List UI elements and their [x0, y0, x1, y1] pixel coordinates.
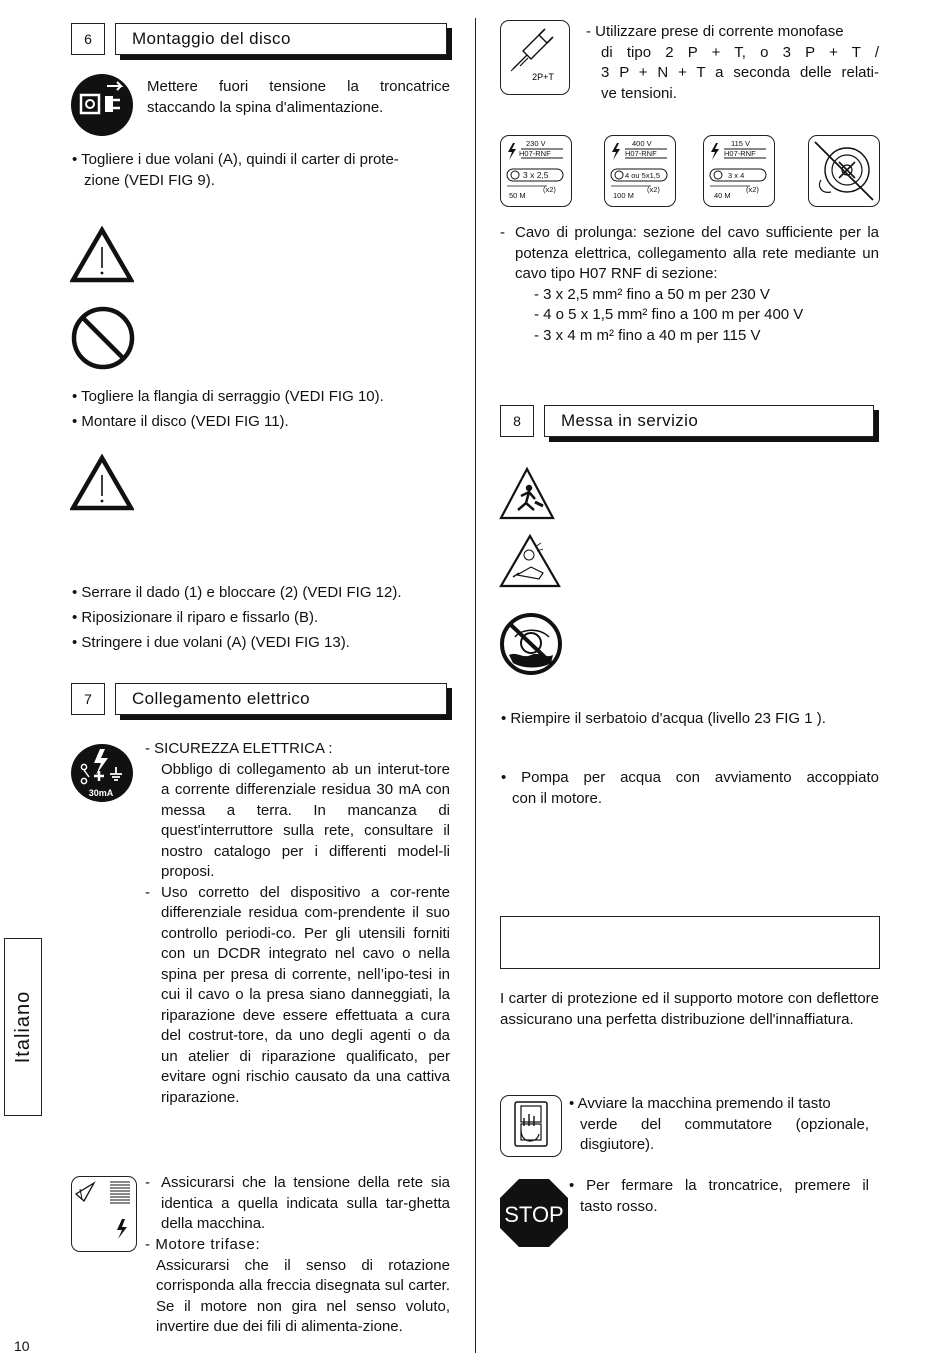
stop-label: STOP [504, 1202, 564, 1227]
section-8-header [500, 405, 880, 439]
safety-text: Obbligo di collegamento ab un interut-tore a corrente differenziale residua 30 mA con messa a terra. In mancanza di quest'interruttore sulla rete, consultare il nostro catalogo per i differenti model-li proposi. [161, 760, 450, 880]
section-title: Montaggio del disco [115, 23, 447, 55]
voltage-text: Assicurarsi che la tensione della rete sia identica a quella indicata sulla tar-ghetta della macchina. [161, 1174, 450, 1232]
pump-bullet: • Pompa per acqua con avviamento accoppiato [501, 769, 879, 786]
language-label: Italiano [11, 990, 34, 1064]
column-divider [475, 18, 476, 1353]
bullets-tighten: • Serrare il dado (1) e bloccare (2) (VEDI FIG 12). • Riposizionare il riparo e fissarlo (B). • Stringere i due volani (A) (VEDI FIG 13). [72, 584, 402, 651]
unplug-icon [70, 73, 134, 137]
extension-list: - 3 x 2,5 mm² fino a 50 m per 230 V - 4 o 5 x 1,5 mm² fino a 100 m per 400 V - 3 x 4 m m² fino a 40 m per 115 V [534, 285, 804, 344]
safety-heading: - SICUREZZA ELETTRICA : [145, 740, 333, 757]
guard-text: I carter di protezione ed il supporto motore con deflettore assicurano una perfetta distribuzione dell'innaffiatura. [500, 990, 879, 1028]
section-number: 8 [500, 405, 534, 437]
rcd-30ma-icon [70, 743, 134, 803]
socket-text: - Utilizzare prese di corrente monofase di tipo 2 P + T, o 3 P + T / 3 P + N + T a seconda delle relati- ve tensioni. [586, 23, 879, 102]
rcd-label: 30mA [88, 788, 114, 798]
warning-triangle-icon [70, 226, 134, 284]
unplug-text: Mettere fuori tensione la troncatrice staccando la spina d'alimentazione. [147, 78, 450, 116]
no-dry-cut-icon [499, 613, 563, 675]
hand-cutting-warning-icon [499, 533, 561, 589]
pump-bullet-line2: con il motore. [512, 789, 603, 807]
cable-400v-icon: 400 V H07-RNF 4 ou 5x1,5 (x2) 100 M [604, 135, 676, 207]
section-title: Messa in servizio [544, 405, 874, 437]
extension-dash: - [500, 224, 505, 241]
motor-heading: - Motore trifase: [145, 1236, 261, 1253]
language-tab [4, 938, 42, 1116]
motor-text: Assicurarsi che il senso di rotazione corrisponda alla freccia disegnata sul carter. Se il motore non gira nel senso voluto, invertire due dei fili di alimenta-zione. [156, 1256, 450, 1335]
section-6-header [71, 23, 451, 57]
usage-dash: - [145, 883, 150, 901]
usage-text: Uso corretto del dispositivo a cor-rente differenziale residua com-prendente il suo controllo periodi-co. Per gli utensili forniti con un DCDR integrato nel cavo o nella spina per presa di corrente, nell’ipo-tesi in cui il cavo o la presa siano danneggiati, la riparazione deve essere effettuata a cura del costrut-tore, da uno degli agenti o da un atelier di riparazione qualificato, per evitare ogni rischio causato da una cattiva riparazione. [161, 883, 450, 1106]
section-7-header [71, 683, 451, 717]
prohibition-icon [70, 305, 136, 371]
kickback-warning-icon [499, 466, 555, 522]
bullets-remove-flywheels: • Togliere i due volani (A), quindi il carter di prote- zione (VEDI FIG 9). [72, 151, 399, 189]
warning-triangle-icon [70, 454, 134, 512]
no-cable-reel-icon [808, 135, 880, 207]
plug-label: 2P+T [532, 72, 554, 82]
plug-2p-t-icon [500, 20, 570, 95]
rating-plate-icon [71, 1176, 137, 1252]
section-number: 7 [71, 683, 105, 715]
switch-start-icon [500, 1095, 562, 1157]
extension-text: Cavo di prolunga: sezione del cavo sufficiente per la potenza elettrica, collegamento alla rete mediante un cavo tipo H07 RNF di sezione: [515, 224, 879, 282]
cable-230v-icon: 230 V H07-RNF 3 x 2,5 (x2) 50 M [500, 135, 572, 207]
section-number: 6 [71, 23, 105, 55]
stop-bullet: • Per fermare la troncatrice, premere il tasto rosso. [569, 1177, 869, 1215]
page-number: 10 [14, 1338, 30, 1354]
start-bullet: • Avviare la macchina premendo il tasto verde del commutatore (opzionale, disgiutore). [569, 1095, 869, 1153]
section-title: Collegamento elettrico [115, 683, 447, 715]
voltage-dash: - [145, 1174, 150, 1191]
bullets-flange-disc: • Togliere la flangia di serraggio (VEDI FIG 10). • Montare il disco (VEDI FIG 11). [72, 388, 384, 430]
fill-tank-bullet: • Riempire il serbatoio d'acqua (livello 23 FIG 1 ). [501, 710, 826, 727]
stop-sign-icon [499, 1178, 569, 1248]
cable-115v-icon: 115 V H07-RNF 3 x 4 (x2) 40 M [703, 135, 775, 207]
empty-note-box [500, 916, 880, 969]
